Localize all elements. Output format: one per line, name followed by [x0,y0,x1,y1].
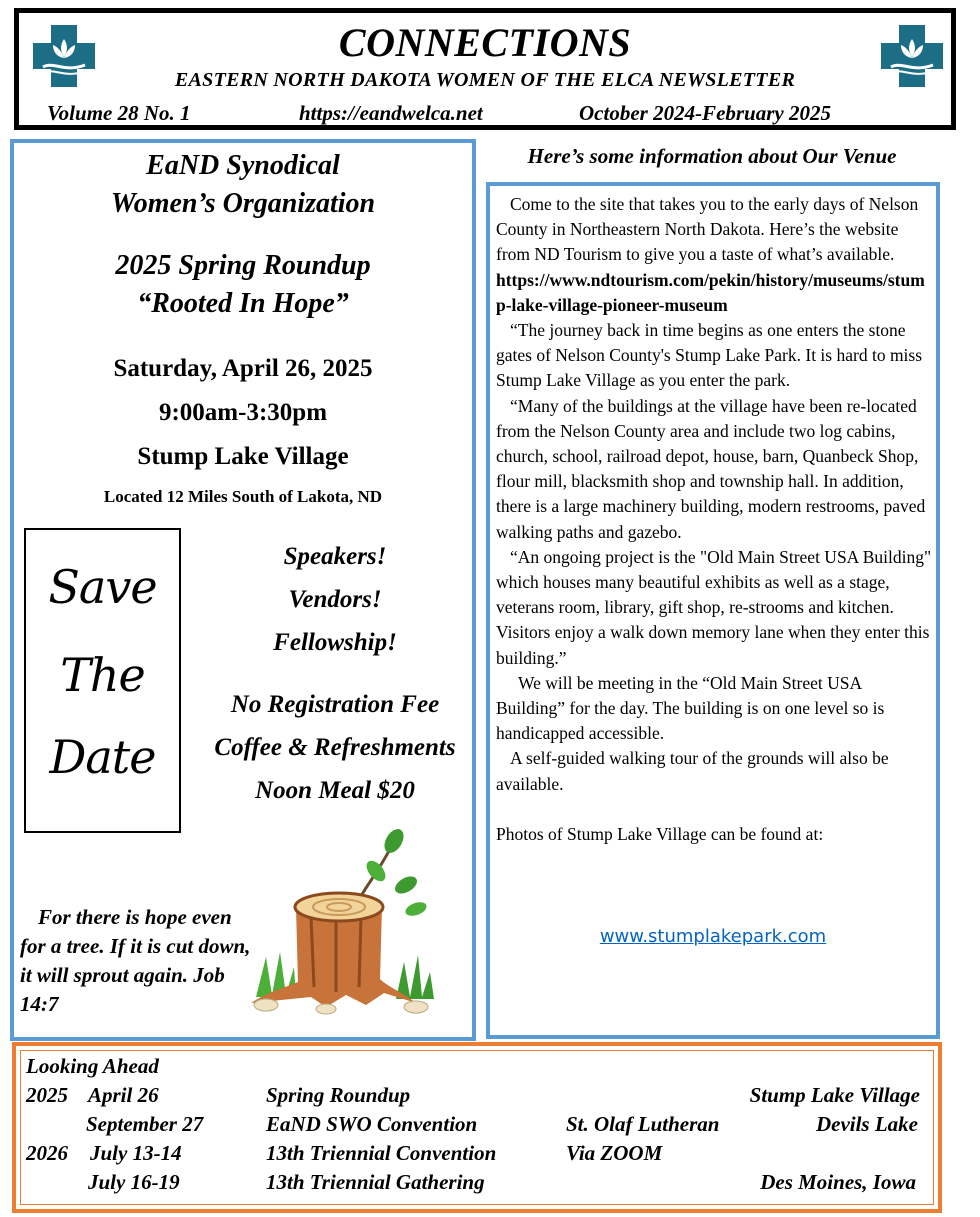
schedule-event: 13th Triennial Convention [266,1141,497,1165]
event-date: Saturday, April 26, 2025 [113,355,373,382]
sprouting-tree-stump-icon [216,827,466,1017]
scripture-verse: For there is hope even for a tree. If it is cut down, it will sprout again. Job 14:7 [20,905,251,1016]
newsletter-subtitle: EASTERN NORTH DAKOTA WOMEN OF THE ELCA NEWSLETTER [174,69,796,91]
venue-paragraph-5: A self-guided walking tour of the grounds will also be available. [496,748,889,794]
detail-registration: No Registration Fee [230,691,440,718]
highlight-fellowship: Fellowship! [273,629,397,656]
event-time: 9:00am-3:30pm [158,399,328,426]
detail-refreshments: Coffee & Refreshments [214,734,456,761]
schedule-year: 2025 [26,1083,68,1107]
venue-paragraph-1: “The journey back in time begins as one enters the stone gates of Nelson County's Stump Lake Park. It is hard to miss Stump Lake Village as you enter the park. [496,320,923,391]
venue-information [486,182,940,1039]
event-theme: “Rooted In Hope” [137,288,349,319]
save-word: Save [48,560,157,614]
issue-dates: October 2024-February 2025 [579,101,831,125]
venue-heading: Here’s some information about Our Venue [527,144,897,168]
schedule-venue: St. Olaf Lutheran [566,1112,720,1136]
schedule-event: EaND SWO Convention [266,1112,478,1136]
date-word: Date [49,730,156,784]
schedule-event: 13th Triennial Gathering [266,1170,485,1194]
schedule-location: Devils Lake [815,1112,918,1136]
org-name-line1: EaND Synodical [146,150,340,181]
elca-cross-lotus-icon [879,23,945,89]
event-announcement [10,139,476,1041]
location-note: Located 12 Miles South of Lakota, ND [103,487,383,506]
schedule-year: 2026 [26,1141,68,1165]
schedule-location: Des Moines, Iowa [760,1170,916,1194]
schedule-venue: Via ZOOM [566,1141,663,1165]
looking-ahead-heading: Looking Ahead [26,1054,159,1078]
schedule-location: Stump Lake Village [749,1083,920,1107]
website-url: https://eandwelca.net [299,101,483,125]
stumplakepark-link[interactable]: www.stumplakepark.com [599,926,827,947]
venue-paragraph-2: “Many of the buildings at the village have been re-located from the Nelson County area and include two log cabins, church, school, railroad depot, house, barn, Quanbeck Shop, flour mill, blacksmith shop and township hall. In addition, there is a large machinery building, modern restrooms, paved walking paths and gazebo. [496,395,926,542]
venue-paragraph-4: We will be meeting in the “Old Main Street USA Building” for the day. The building is on one level so is handicapped accessible. [496,672,885,744]
highlight-vendors: Vendors! [288,586,382,613]
photos-text: Photos of Stump Lake Village can be found at: [496,823,824,844]
venue-paragraph-3: “An ongoing project is the "Old Main Street USA Building" which houses many beautiful exhibits as well as a stage, veterans room, library, gift shop, re-strooms and kitchen. Visitors enjoy a walk down memory lane when they enter this building.” [496,546,932,668]
the-word: The [60,648,145,702]
event-name: 2025 Spring Roundup [115,250,371,281]
schedule-date: September 27 [86,1112,204,1136]
schedule-date: April 26 [88,1083,159,1107]
venue-intro: Come to the site that takes you to the early days of Nelson County in Northeastern North Dakota. Here’s the website from ND Tourism to give you a taste of what’s available. [496,194,919,265]
event-place: Stump Lake Village [137,443,349,470]
detail-noon-meal: Noon Meal $20 [255,777,415,804]
volume-number: Volume 28 No. 1 [47,101,191,125]
tourism-url[interactable]: https://www.ndtourism.com/pekin/history/museums/stump-lake-village-pioneer-museum [496,269,925,315]
looking-ahead-box [12,1042,942,1213]
newsletter-title: CONNECTIONS [338,20,632,65]
schedule-date: July 13-14 [90,1141,182,1165]
org-name-line2: Women’s Organization [110,188,376,219]
schedule-event: Spring Roundup [266,1083,411,1107]
save-the-date-graphic [24,528,181,833]
highlight-speakers: Speakers! [283,543,387,570]
masthead [14,8,956,130]
schedule-date: July 16-19 [88,1170,180,1194]
